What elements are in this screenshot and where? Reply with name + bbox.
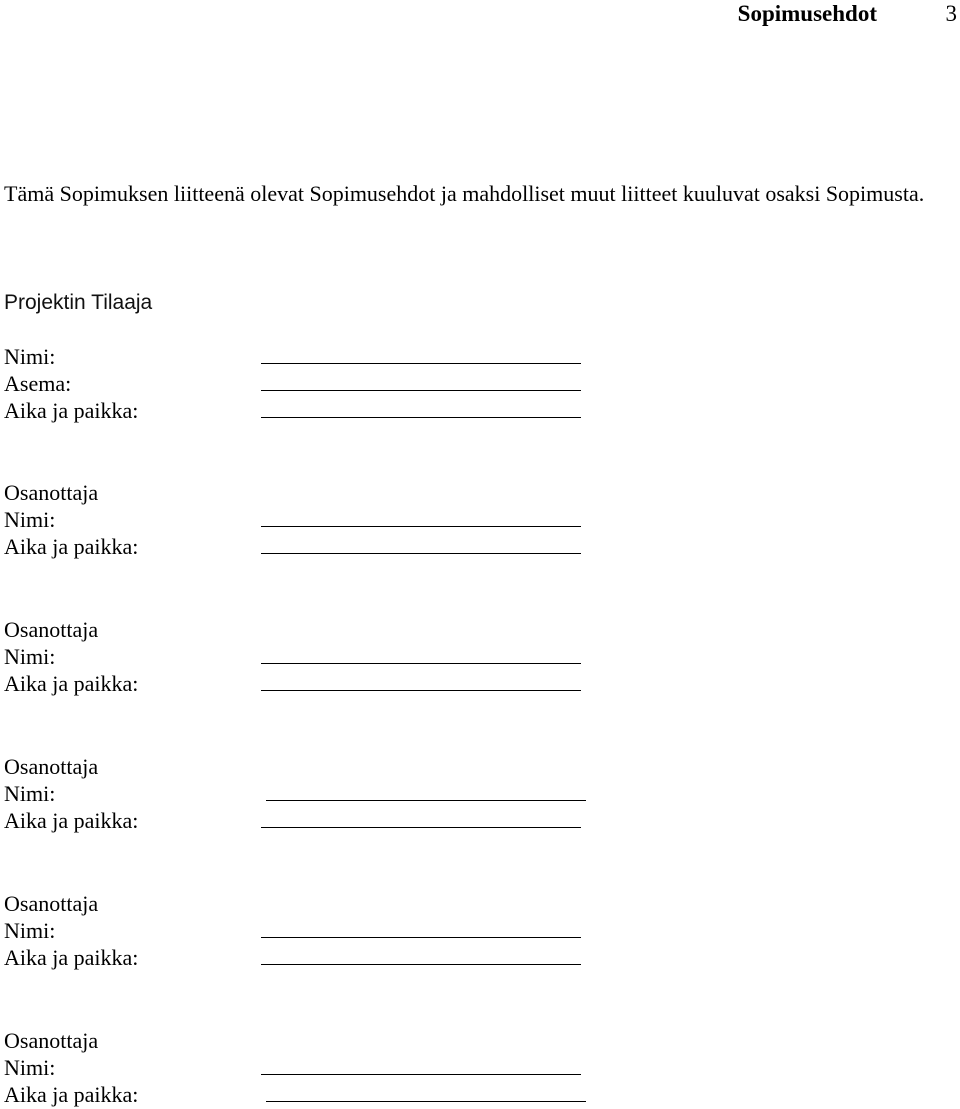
participant-field-name <box>4 780 944 807</box>
client-field-time-place <box>4 397 944 424</box>
page-number: 3 <box>945 1 957 26</box>
signature-line[interactable] <box>266 1101 586 1102</box>
signature-line[interactable] <box>261 964 581 965</box>
participant-field-time-place <box>4 944 944 971</box>
participant-block-2 <box>4 616 944 697</box>
field-label: Nimi: <box>4 344 56 369</box>
participant-block-3 <box>4 753 944 834</box>
signature-line[interactable] <box>261 1074 581 1075</box>
signature-line[interactable] <box>261 937 581 938</box>
field-label: Nimi: <box>4 1055 56 1080</box>
client-heading: Projektin Tilaaja <box>4 291 153 314</box>
client-field-name <box>4 343 944 370</box>
field-label: Aika ja paikka: <box>4 1082 139 1107</box>
field-label: Nimi: <box>4 644 56 669</box>
field-label: Nimi: <box>4 507 56 532</box>
client-field-position <box>4 370 944 397</box>
participant-field-time-place <box>4 807 944 834</box>
participant-title: Osanottaja <box>4 754 99 779</box>
participant-field-name <box>4 1054 944 1081</box>
field-label: Nimi: <box>4 781 56 806</box>
participant-block-5 <box>4 1027 944 1108</box>
signature-line[interactable] <box>261 526 581 527</box>
signature-line[interactable] <box>261 663 581 664</box>
signature-line[interactable] <box>261 417 581 418</box>
participant-field-time-place <box>4 1081 944 1108</box>
field-label: Aika ja paikka: <box>4 808 139 833</box>
field-label: Aika ja paikka: <box>4 534 139 559</box>
participant-field-time-place <box>4 533 944 560</box>
signature-line[interactable] <box>261 553 581 554</box>
signature-line[interactable] <box>266 800 586 801</box>
header-title: Sopimusehdot <box>737 1 877 26</box>
signature-line[interactable] <box>261 690 581 691</box>
intro-paragraph: Tämä Sopimuksen liitteenä olevat Sopimusehdot ja mahdolliset muut liitteet kuuluvat osaksi Sopimusta. <box>4 181 925 206</box>
field-label: Aika ja paikka: <box>4 671 139 696</box>
field-label: Aika ja paikka: <box>4 398 139 423</box>
participant-field-name <box>4 643 944 670</box>
signature-line[interactable] <box>261 390 581 391</box>
signature-line[interactable] <box>261 827 581 828</box>
field-label: Asema: <box>4 371 72 396</box>
participant-title: Osanottaja <box>4 891 99 916</box>
participant-title: Osanottaja <box>4 480 99 505</box>
participant-field-name <box>4 506 944 533</box>
participant-block-1 <box>4 479 944 560</box>
participant-field-name <box>4 917 944 944</box>
field-label: Aika ja paikka: <box>4 945 139 970</box>
participant-block-4 <box>4 890 944 971</box>
signature-line[interactable] <box>261 363 581 364</box>
participant-title: Osanottaja <box>4 1028 99 1053</box>
participant-title: Osanottaja <box>4 617 99 642</box>
client-signature-block <box>4 343 944 424</box>
field-label: Nimi: <box>4 918 56 943</box>
participant-field-time-place <box>4 670 944 697</box>
